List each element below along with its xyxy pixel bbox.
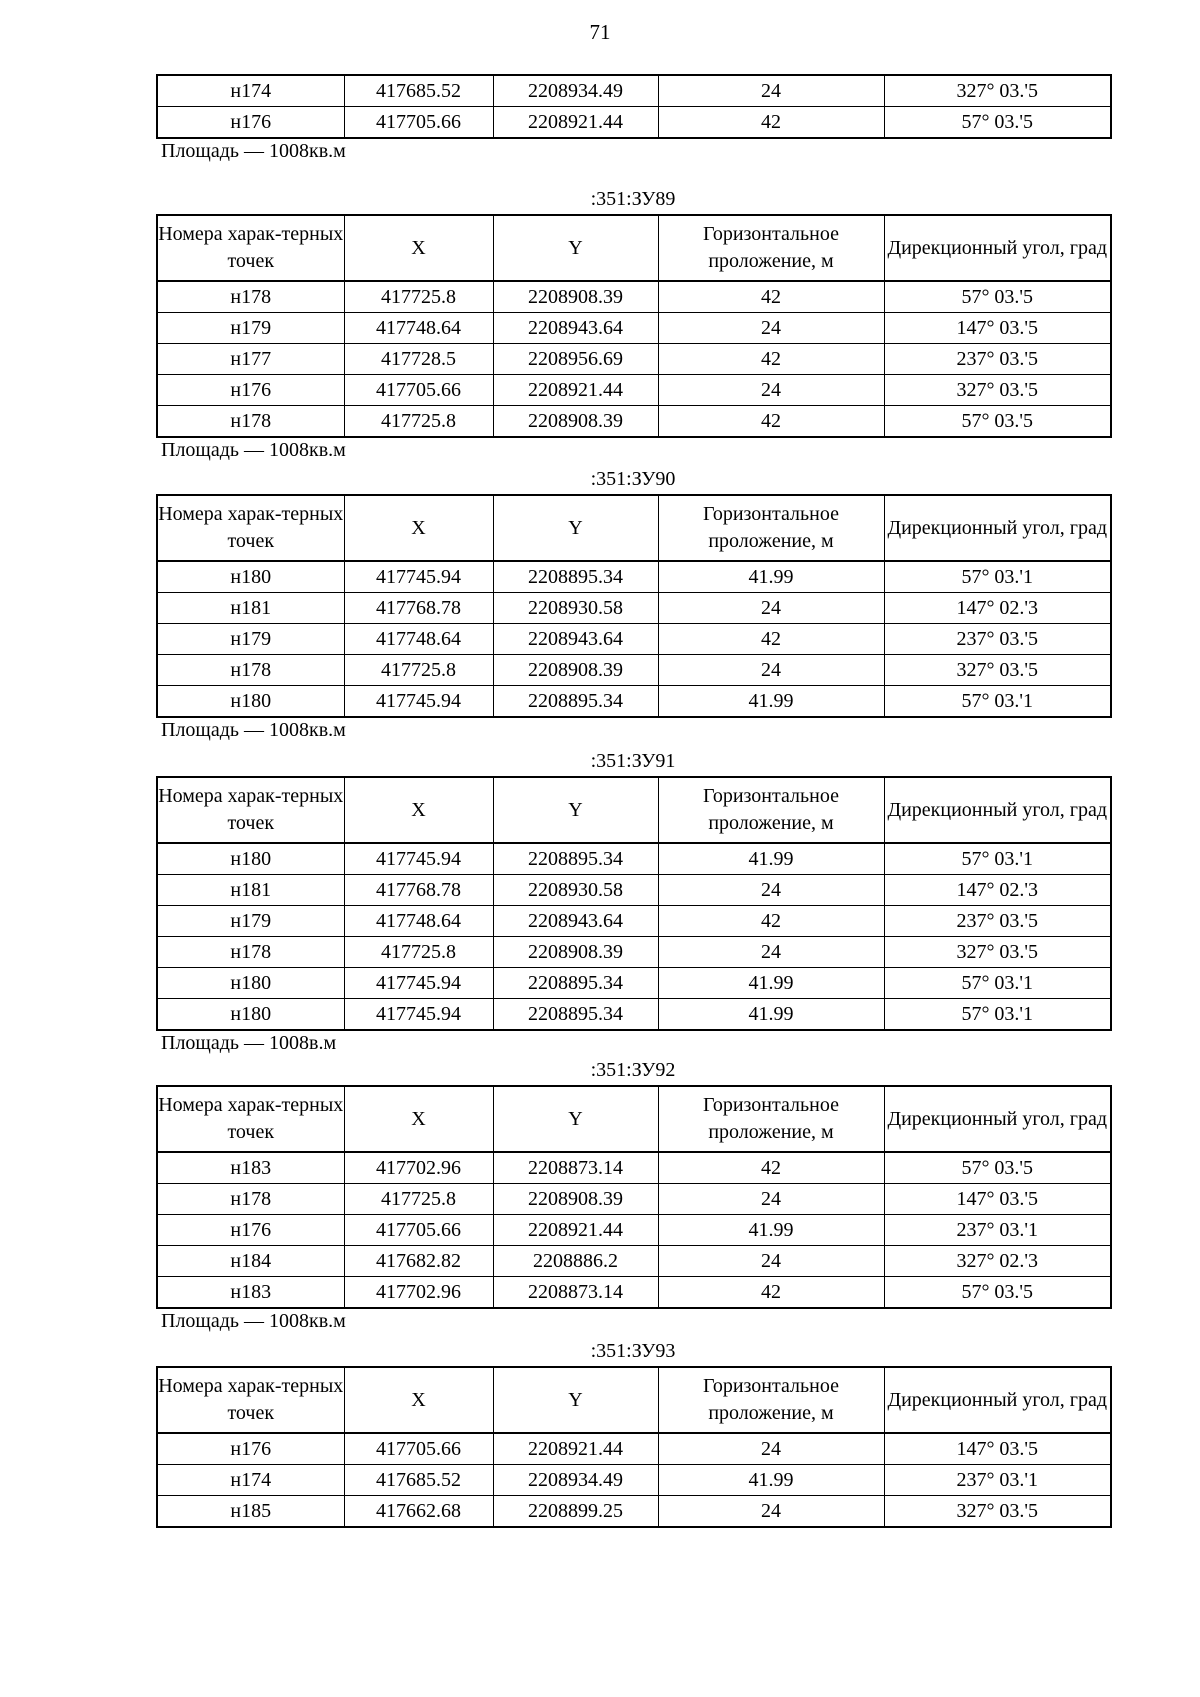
y-cell: 2208943.64 [493,906,658,937]
x-cell: 417768.78 [344,593,493,624]
point-cell: н180 [157,686,344,718]
point-cell: н184 [157,1246,344,1277]
distance-cell: 42 [658,344,884,375]
distance-cell: 24 [658,1496,884,1528]
point-cell: н183 [157,1152,344,1184]
table-row [157,1215,1111,1246]
y-cell: 2208908.39 [493,1184,658,1215]
distance-cell: 24 [658,1246,884,1277]
x-cell: 417702.96 [344,1277,493,1309]
x-cell: 417725.8 [344,655,493,686]
y-header: Y [493,1086,658,1152]
x-header: X [344,1367,493,1433]
area-text: Площадь — 1008кв.м [161,719,346,741]
section-title: :351:ЗУ89 [590,188,676,210]
point-cell: н179 [157,624,344,655]
y-cell: 2208908.39 [493,281,658,313]
angle-cell: 57° 03.'1 [884,561,1111,593]
point-cell: н178 [157,655,344,686]
angle-cell: 57° 03.'1 [884,968,1111,999]
distance-cell: 41.99 [658,968,884,999]
table-row [157,375,1111,406]
coordinates-table [156,1085,1112,1309]
y-cell: 2208943.64 [493,313,658,344]
page-number: 71 [589,20,611,44]
distance-cell: 41.99 [658,999,884,1031]
point-cell: н180 [157,999,344,1031]
x-header: X [344,1086,493,1152]
x-cell: 417748.64 [344,624,493,655]
distance-cell: 42 [658,406,884,438]
distance-cell: 24 [658,593,884,624]
y-cell: 2208921.44 [493,1215,658,1246]
point-cell: н178 [157,281,344,313]
x-cell: 417725.8 [344,937,493,968]
points-header: Номера харак-терных точек [157,495,344,561]
distance-cell: 41.99 [658,1215,884,1246]
distance-cell: 42 [658,1277,884,1309]
section-title: :351:ЗУ93 [590,1340,676,1362]
distance-cell: 24 [658,313,884,344]
distance-cell: 42 [658,281,884,313]
angle-cell: 57° 03.'5 [884,406,1111,438]
table-header-row [157,1086,1111,1152]
area-text: Площадь — 1008кв.м [161,439,346,461]
point-cell: н176 [157,1433,344,1465]
points-header: Номера харак-терных точек [157,215,344,281]
points-header: Номера харак-терных точек [157,777,344,843]
angle-cell: 327° 03.'5 [884,655,1111,686]
angle-cell: 327° 02.'3 [884,1246,1111,1277]
point-cell: н178 [157,406,344,438]
angle-header: Дирекционный угол, град [884,1086,1111,1152]
point-cell: н176 [157,375,344,406]
distance-header: Горизонтальное проложение, м [658,215,884,281]
table-header-row [157,777,1111,843]
distance-cell: 41.99 [658,843,884,875]
x-cell: 417685.52 [344,75,493,107]
y-cell: 2208895.34 [493,968,658,999]
angle-cell: 57° 03.'5 [884,281,1111,313]
table-row [157,1246,1111,1277]
distance-header: Горизонтальное проложение, м [658,495,884,561]
table-row [157,1184,1111,1215]
area-text: Площадь — 1008кв.м [161,140,346,162]
y-cell: 2208899.25 [493,1496,658,1528]
points-header: Номера харак-терных точек [157,1367,344,1433]
table-row [157,843,1111,875]
table-row [157,406,1111,438]
distance-header: Горизонтальное проложение, м [658,1367,884,1433]
distance-cell: 41.99 [658,1465,884,1496]
y-cell: 2208921.44 [493,1433,658,1465]
x-cell: 417662.68 [344,1496,493,1528]
x-cell: 417705.66 [344,1215,493,1246]
area-text: Площадь — 1008в.м [161,1032,337,1054]
angle-cell: 327° 03.'5 [884,75,1111,107]
angle-cell: 147° 03.'5 [884,1433,1111,1465]
point-cell: н176 [157,1215,344,1246]
angle-header: Дирекционный угол, град [884,777,1111,843]
point-cell: н180 [157,561,344,593]
angle-cell: 57° 03.'5 [884,1152,1111,1184]
angle-cell: 147° 03.'5 [884,1184,1111,1215]
y-cell: 2208886.2 [493,1246,658,1277]
angle-cell: 327° 03.'5 [884,1496,1111,1528]
y-cell: 2208930.58 [493,875,658,906]
y-cell: 2208873.14 [493,1277,658,1309]
x-cell: 417705.66 [344,107,493,139]
y-cell: 2208921.44 [493,375,658,406]
parcel-section [156,465,1110,745]
distance-header: Горизонтальное проложение, м [658,777,884,843]
section-title: :351:ЗУ90 [590,468,676,490]
angle-cell: 57° 03.'1 [884,843,1111,875]
distance-header: Горизонтальное проложение, м [658,1086,884,1152]
angle-cell: 237° 03.'5 [884,344,1111,375]
y-header: Y [493,777,658,843]
x-cell: 417745.94 [344,843,493,875]
points-header: Номера харак-терных точек [157,1086,344,1152]
angle-cell: 147° 02.'3 [884,593,1111,624]
y-cell: 2208895.34 [493,561,658,593]
angle-cell: 57° 03.'5 [884,1277,1111,1309]
x-cell: 417725.8 [344,1184,493,1215]
table-row [157,1465,1111,1496]
table-row [157,1277,1111,1309]
x-header: X [344,777,493,843]
y-cell: 2208908.39 [493,655,658,686]
y-cell: 2208908.39 [493,937,658,968]
x-cell: 417725.8 [344,406,493,438]
angle-cell: 147° 02.'3 [884,875,1111,906]
section-title: :351:ЗУ92 [590,1059,676,1081]
parcel-section [156,1337,1110,1528]
distance-cell: 42 [658,906,884,937]
point-cell: н181 [157,875,344,906]
angle-cell: 57° 03.'1 [884,999,1111,1031]
distance-cell: 24 [658,655,884,686]
angle-cell: 237° 03.'5 [884,624,1111,655]
table-row [157,1496,1111,1528]
point-cell: н180 [157,968,344,999]
x-cell: 417748.64 [344,906,493,937]
distance-cell: 42 [658,624,884,655]
point-cell: н174 [157,75,344,107]
y-cell: 2208895.34 [493,843,658,875]
table-row [157,655,1111,686]
y-cell: 2208895.34 [493,686,658,718]
angle-cell: 327° 03.'5 [884,375,1111,406]
point-cell: н185 [157,1496,344,1528]
x-header: X [344,495,493,561]
area-text: Площадь — 1008кв.м [161,1310,346,1332]
x-cell: 417725.8 [344,281,493,313]
x-cell: 417745.94 [344,999,493,1031]
table-header-row [157,495,1111,561]
point-cell: н181 [157,593,344,624]
y-cell: 2208908.39 [493,406,658,438]
angle-cell: 237° 03.'5 [884,906,1111,937]
x-cell: 417705.66 [344,1433,493,1465]
x-cell: 417728.5 [344,344,493,375]
table-row [157,624,1111,655]
table-row [157,686,1111,718]
angle-header: Дирекционный угол, град [884,495,1111,561]
point-cell: н178 [157,937,344,968]
distance-cell: 24 [658,1184,884,1215]
x-cell: 417702.96 [344,1152,493,1184]
x-cell: 417745.94 [344,561,493,593]
y-cell: 2208873.14 [493,1152,658,1184]
coordinates-table [156,214,1112,438]
y-cell: 2208934.49 [493,1465,658,1496]
table-row [157,281,1111,313]
table-row [157,344,1111,375]
x-cell: 417745.94 [344,968,493,999]
angle-header: Дирекционный угол, град [884,215,1111,281]
table-row [157,1433,1111,1465]
table-row [157,937,1111,968]
distance-cell: 42 [658,1152,884,1184]
table-row [157,313,1111,344]
y-cell: 2208934.49 [493,75,658,107]
distance-cell: 41.99 [658,561,884,593]
y-cell: 2208956.69 [493,344,658,375]
distance-cell: 24 [658,875,884,906]
table-row [157,875,1111,906]
point-cell: н183 [157,1277,344,1309]
point-cell: н178 [157,1184,344,1215]
x-cell: 417685.52 [344,1465,493,1496]
table-row [157,906,1111,937]
x-cell: 417748.64 [344,313,493,344]
y-cell: 2208895.34 [493,999,658,1031]
x-cell: 417705.66 [344,375,493,406]
point-cell: н179 [157,313,344,344]
x-cell: 417682.82 [344,1246,493,1277]
coordinates-table [156,1366,1112,1528]
continuation-block [156,74,1110,166]
parcel-section [156,185,1110,465]
angle-cell: 57° 03.'5 [884,107,1111,139]
table-header-row [157,1367,1111,1433]
table-row [157,561,1111,593]
point-cell: н180 [157,843,344,875]
coordinates-table [156,776,1112,1031]
y-cell: 2208930.58 [493,593,658,624]
table-row [157,1152,1111,1184]
angle-header: Дирекционный угол, град [884,1367,1111,1433]
distance-cell: 24 [658,75,884,107]
table-row [157,107,1111,139]
point-cell: н177 [157,344,344,375]
parcel-section [156,747,1110,1058]
parcel-section [156,1056,1110,1336]
x-cell: 417768.78 [344,875,493,906]
distance-cell: 24 [658,1433,884,1465]
point-cell: н176 [157,107,344,139]
angle-cell: 147° 03.'5 [884,313,1111,344]
point-cell: н174 [157,1465,344,1496]
coordinates-table [156,494,1112,718]
table-row [157,593,1111,624]
table-row [157,999,1111,1031]
section-title: :351:ЗУ91 [590,750,676,772]
distance-cell: 24 [658,937,884,968]
y-cell: 2208921.44 [493,107,658,139]
distance-cell: 24 [658,375,884,406]
angle-cell: 237° 03.'1 [884,1465,1111,1496]
y-header: Y [493,495,658,561]
angle-cell: 237° 03.'1 [884,1215,1111,1246]
y-header: Y [493,215,658,281]
coordinates-table [156,74,1112,139]
y-header: Y [493,1367,658,1433]
distance-cell: 41.99 [658,686,884,718]
table-header-row [157,215,1111,281]
y-cell: 2208943.64 [493,624,658,655]
x-cell: 417745.94 [344,686,493,718]
point-cell: н179 [157,906,344,937]
x-header: X [344,215,493,281]
distance-cell: 42 [658,107,884,139]
angle-cell: 327° 03.'5 [884,937,1111,968]
table-row [157,968,1111,999]
table-row [157,75,1111,107]
angle-cell: 57° 03.'1 [884,686,1111,718]
